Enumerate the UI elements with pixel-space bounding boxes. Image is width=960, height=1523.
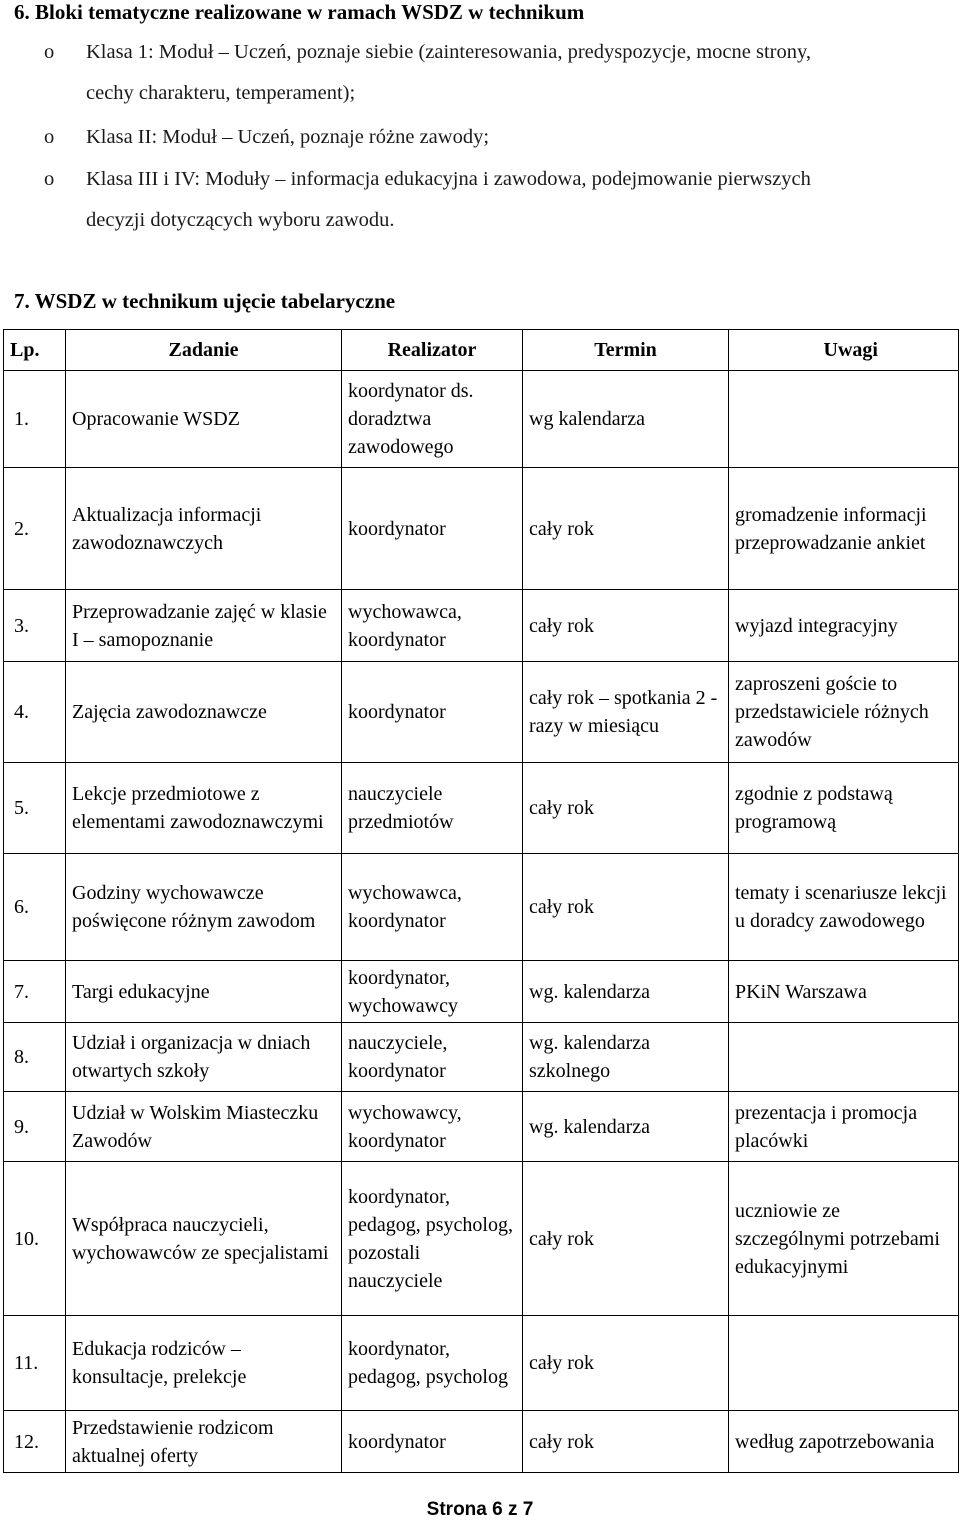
cell-termin: cały rok — [523, 1411, 729, 1473]
cell-realizator: koordynator — [342, 1411, 523, 1473]
cell-zadanie: Opracowanie WSDZ — [66, 371, 342, 468]
wsdz-table — [3, 329, 959, 1473]
cell-uwagi — [729, 1023, 959, 1092]
cell-zadanie: Udział w Wolskim Miasteczku Zawodów — [66, 1092, 342, 1162]
cell-termin: cały rok — [523, 1162, 729, 1316]
cell-realizator: nauczyciele, koordynator — [342, 1023, 523, 1092]
cell-lp: 11. — [4, 1316, 66, 1411]
page-number-footer: Strona 6 z 7 — [426, 1499, 534, 1520]
cell-lp: 5. — [4, 763, 66, 854]
cell-termin: cały rok — [523, 1316, 729, 1411]
header-lp: Lp. — [4, 330, 66, 371]
table-row — [4, 1092, 959, 1162]
bullet-item-2 — [44, 123, 954, 151]
cell-termin: wg kalendarza — [523, 371, 729, 468]
cell-termin: cały rok — [523, 854, 729, 961]
bullet-marker: o — [44, 41, 55, 63]
cell-realizator: koordynator, wychowawcy — [342, 961, 523, 1023]
cell-uwagi: gromadzenie informacji przeprowadzanie ankiet — [729, 468, 959, 590]
cell-lp: 12. — [4, 1411, 66, 1473]
bullet-marker: o — [44, 168, 55, 190]
table-row — [4, 1162, 959, 1316]
cell-zadanie: Współpraca nauczycieli, wychowawców ze specjalistami — [66, 1162, 342, 1316]
cell-lp: 9. — [4, 1092, 66, 1162]
header-zadanie: Zadanie — [66, 330, 342, 371]
cell-termin: cały rok — [523, 763, 729, 854]
cell-termin: wg. kalendarza — [523, 1092, 729, 1162]
cell-uwagi: zgodnie z podstawą programową — [729, 763, 959, 854]
section-7-heading: 7. WSDZ w technikum ujęcie tabelaryczne — [14, 289, 396, 313]
cell-lp: 2. — [4, 468, 66, 590]
cell-zadanie: Edukacja rodziców – konsultacje, prelekcje — [66, 1316, 342, 1411]
cell-realizator: koordynator — [342, 662, 523, 763]
bullet-text-line: Klasa 1: Moduł – Uczeń, poznaje siebie (zainteresowania, predyspozycje, mocne strony, — [86, 41, 812, 63]
table-row — [4, 1411, 959, 1473]
table-row — [4, 590, 959, 662]
bullet-text-line: decyzji dotyczących wyboru zawodu. — [86, 209, 395, 231]
cell-uwagi — [729, 1316, 959, 1411]
table-row — [4, 854, 959, 961]
table-row — [4, 371, 959, 468]
cell-lp: 1. — [4, 371, 66, 468]
bullet-text-line: cechy charakteru, temperament); — [86, 82, 356, 104]
cell-lp: 4. — [4, 662, 66, 763]
cell-zadanie: Aktualizacja informacji zawodoznawczych — [66, 468, 342, 590]
cell-zadanie: Godziny wychowawcze poświęcone różnym zawodom — [66, 854, 342, 961]
table-row — [4, 468, 959, 590]
header-termin: Termin — [523, 330, 729, 371]
table-row — [4, 662, 959, 763]
table-row — [4, 763, 959, 854]
header-uwagi: Uwagi — [729, 330, 959, 371]
cell-lp: 3. — [4, 590, 66, 662]
cell-termin: wg. kalendarza szkolnego — [523, 1023, 729, 1092]
cell-termin: cały rok — [523, 468, 729, 590]
cell-uwagi: według zapotrzebowania — [729, 1411, 959, 1473]
cell-uwagi: tematy i scenariusze lekcji u doradcy zawodowego — [729, 854, 959, 961]
cell-realizator: nauczyciele przedmiotów — [342, 763, 523, 854]
cell-realizator: koordynator ds. doradztwa zawodowego — [342, 371, 523, 468]
cell-zadanie: Zajęcia zawodoznawcze — [66, 662, 342, 763]
cell-realizator: koordynator — [342, 468, 523, 590]
cell-lp: 10. — [4, 1162, 66, 1316]
cell-lp: 8. — [4, 1023, 66, 1092]
cell-realizator: koordynator, pedagog, psycholog, pozostali nauczyciele — [342, 1162, 523, 1316]
cell-uwagi: PKiN Warszawa — [729, 961, 959, 1023]
cell-realizator: wychowawcy, koordynator — [342, 1092, 523, 1162]
cell-termin: wg. kalendarza — [523, 961, 729, 1023]
cell-zadanie: Przedstawienie rodzicom aktualnej oferty — [66, 1411, 342, 1473]
cell-uwagi: prezentacja i promocja placówki — [729, 1092, 959, 1162]
table-row — [4, 1316, 959, 1411]
cell-termin: cały rok — [523, 590, 729, 662]
bullet-text-line: Klasa II: Moduł – Uczeń, poznaje różne zawody; — [86, 126, 490, 148]
cell-uwagi: uczniowie ze szczególnymi potrzebami edukacyjnymi — [729, 1162, 959, 1316]
table-row — [4, 1023, 959, 1092]
cell-uwagi: zaproszeni goście to przedstawiciele różnych zawodów — [729, 662, 959, 763]
table-header-row — [4, 330, 959, 371]
bullet-item-3 — [44, 165, 954, 234]
cell-zadanie: Targi edukacyjne — [66, 961, 342, 1023]
cell-zadanie: Lekcje przedmiotowe z elementami zawodoznawczymi — [66, 763, 342, 854]
section-6-heading: 6. Bloki tematyczne realizowane w ramach WSDZ w technikum — [14, 0, 585, 24]
bullet-item-1 — [44, 38, 954, 107]
table-row — [4, 961, 959, 1023]
cell-zadanie: Przeprowadzanie zajęć w klasie I – samopoznanie — [66, 590, 342, 662]
cell-realizator: koordynator, pedagog, psycholog — [342, 1316, 523, 1411]
bullet-marker: o — [44, 126, 55, 148]
cell-realizator: wychowawca, koordynator — [342, 590, 523, 662]
cell-uwagi — [729, 371, 959, 468]
header-realizator: Realizator — [342, 330, 523, 371]
cell-lp: 7. — [4, 961, 66, 1023]
bullet-text-line: Klasa III i IV: Moduły – informacja edukacyjna i zawodowa, podejmowanie pierwszych — [86, 168, 811, 190]
cell-realizator: wychowawca, koordynator — [342, 854, 523, 961]
cell-lp: 6. — [4, 854, 66, 961]
cell-uwagi: wyjazd integracyjny — [729, 590, 959, 662]
cell-termin: cały rok – spotkania 2 -razy w miesiącu — [523, 662, 729, 763]
cell-zadanie: Udział i organizacja w dniach otwartych szkoły — [66, 1023, 342, 1092]
